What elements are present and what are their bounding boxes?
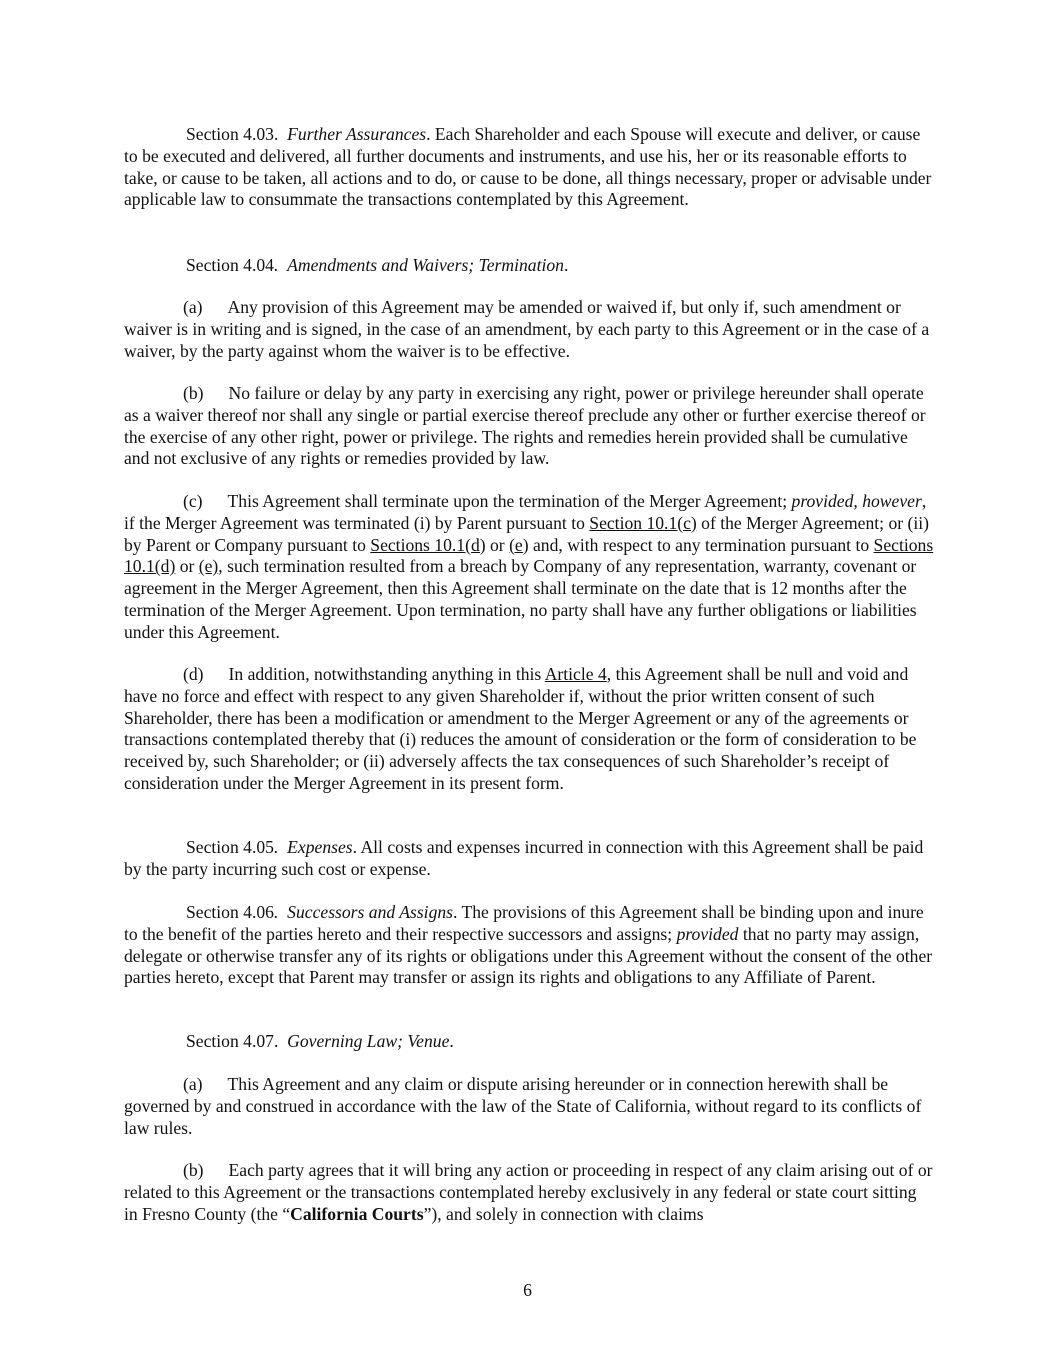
section-4-06-body: that no party may assign, delegate or otherwise transfer any of its rights or obligations under this Agreement without the consent of the other parties hereto, except that Parent may transfer or assign its rights and obligations to any Affiliate of Parent. xyxy=(124,923,933,988)
cross-reference: (e) xyxy=(509,534,529,555)
clause-number: (c) xyxy=(183,491,203,511)
proviso-text: provided xyxy=(676,923,739,944)
section-4-07-b xyxy=(124,1160,934,1225)
clause-text: or xyxy=(485,534,510,555)
section-4-07-title: Governing Law; Venue xyxy=(287,1031,450,1051)
clause-text: of the Merger Agreement; or (ii) by Parent or Company pursuant to xyxy=(124,512,930,555)
clause-text: and, with respect to any termination pursuant to xyxy=(528,534,874,555)
clause-text: Each party agrees that it will bring any action or proceeding in respect of any claim arising out of or related to this Agreement or the transactions contemplated hereby exclusively in any federal or state court sitting in Fresno County (the “ xyxy=(124,1160,933,1224)
section-4-07-label: Section 4.07. xyxy=(186,1031,279,1051)
section-4-03-title: Further Assurances xyxy=(287,124,427,144)
section-4-04-d xyxy=(124,664,934,795)
section-4-04-heading: Section 4.04. Amendments and Waivers; Termination. xyxy=(186,255,569,275)
clause-text: or xyxy=(175,556,199,577)
clause-number: (a) xyxy=(183,297,203,317)
section-4-06-title: Successors and Assigns xyxy=(287,902,454,922)
clause-text: Any provision of this Agreement may be amended or waived if, but only if, such amendment or waiver is in writing and is signed, in the case of an amendment, by each party to this Agreement or in the case of a waiver, by the party against whom the waiver is to be effective. xyxy=(124,297,930,361)
section-4-03-body: . Each Shareholder and each Spouse will execute and deliver, or cause to be executed and delivered, all further documents and instruments, and use his, her or its reasonable efforts to take, or cause to be taken, all actions and to do, or cause to be done, all things necessary, proper or advisable under applicable law to consummate the transactions contemplated by this Agreement. xyxy=(124,124,932,210)
section-4-05-label: Section 4.05 xyxy=(186,837,274,857)
section-4-06: Section 4.06. Successors and Assigns. The provisions of this Agreement shall be binding upon and inure to the benefit of the parties hereto and their respective successors and assigns; provided that no party may assign, delegate or otherwise transfer any of its rights or obligations under this Agreement without the consent of the other parties hereto, except that Parent may transfer or assign its rights and obligations to any Affiliate of Parent. xyxy=(124,902,933,988)
section-4-05-title: Expenses xyxy=(287,837,353,857)
cross-reference: Article 4 xyxy=(544,664,607,684)
cross-reference: Sections 10.1(d) xyxy=(370,534,486,555)
clause-number: (a) xyxy=(183,1074,203,1094)
clause-text: In addition, notwithstanding anything in this xyxy=(228,664,545,684)
section-4-04-a xyxy=(124,297,934,362)
section-4-03 xyxy=(124,124,934,211)
cross-reference: Sections 10.1(d) xyxy=(124,534,934,577)
section-4-07-heading: Section 4.07. Governing Law; Venue. xyxy=(186,1031,454,1051)
clause-number: (b) xyxy=(183,383,204,403)
cross-reference: (e) xyxy=(198,556,219,577)
clause-number: (b) xyxy=(183,1160,204,1180)
section-4-06-body: . The provisions of this Agreement shall be binding upon and inure to the benefit of the parties hereto and their respective successors and assigns; xyxy=(124,902,924,944)
section-4-06-label: Section 4.06 xyxy=(186,902,274,922)
clause-text: , this Agreement shall be null and void and have no force and effect with respect to any given Shareholder if, without the prior written consent of such Shareholder, there has been a modification or amendment to the Merger Agreement or any of the agreements or transactions contemplated thereby that (i) reduces the amount of consideration or the form of consideration to be received by, such Shareholder; or (ii) adversely affects the tax consequences of such Shareholder’s receipt of consideration under the Merger Agreement in its present form. xyxy=(124,664,917,793)
page-number: 6 xyxy=(523,1280,532,1300)
clause-text: No failure or delay by any party in exercising any right, power or privilege hereunder shall operate as a waiver thereof nor shall any single or partial exercise thereof preclude any other or further exercise thereof or the exercise of any other right, power or privilege. The rights and remedies herein provided shall be cumulative and not exclusive of any rights or remedies provided by law. xyxy=(124,383,926,469)
section-4-05: Section 4.05. Expenses. All costs and expenses incurred in connection with this Agreement shall be paid by the party incurring such cost or expense. xyxy=(124,837,924,879)
section-4-03-label: Section 4.03. xyxy=(186,124,279,144)
section-4-04-c xyxy=(124,491,934,644)
clause-number: (d) xyxy=(183,664,204,684)
clause-text: , such termination resulted from a breach by Company of any representation, warranty, covenant or agreement in the Merger Agreement, then this Agreement shall terminate on the date that is 12 months after the termination of the Merger Agreement. Upon termination, no party shall have any further obligations or liabilities under this Agreement. xyxy=(124,556,917,642)
defined-term: California Courts xyxy=(290,1203,424,1224)
proviso-text: provided, however xyxy=(791,491,922,511)
section-4-07-a xyxy=(124,1074,934,1139)
section-4-04-b xyxy=(124,383,934,470)
clause-text: This Agreement and any claim or dispute arising hereunder or in connection herewith shall be governed by and construed in accordance with the law of the State of California, without regard to its conflicts of law rules. xyxy=(124,1074,922,1138)
section-4-05-body: . All costs and expenses incurred in connection with this Agreement shall be paid by the party incurring such cost or expense. xyxy=(124,837,924,879)
cross-reference: Section 10.1(c) xyxy=(589,512,697,533)
clause-text: , if the Merger Agreement was terminated (i) by Parent pursuant to xyxy=(124,491,927,533)
section-4-04-title: Amendments and Waivers; Termination xyxy=(287,255,564,275)
section-4-04-label: Section 4.04 xyxy=(186,255,274,275)
clause-text: ”), and solely in connection with claims xyxy=(423,1203,704,1224)
clause-text: This Agreement shall terminate upon the termination of the Merger Agreement; xyxy=(227,491,792,511)
